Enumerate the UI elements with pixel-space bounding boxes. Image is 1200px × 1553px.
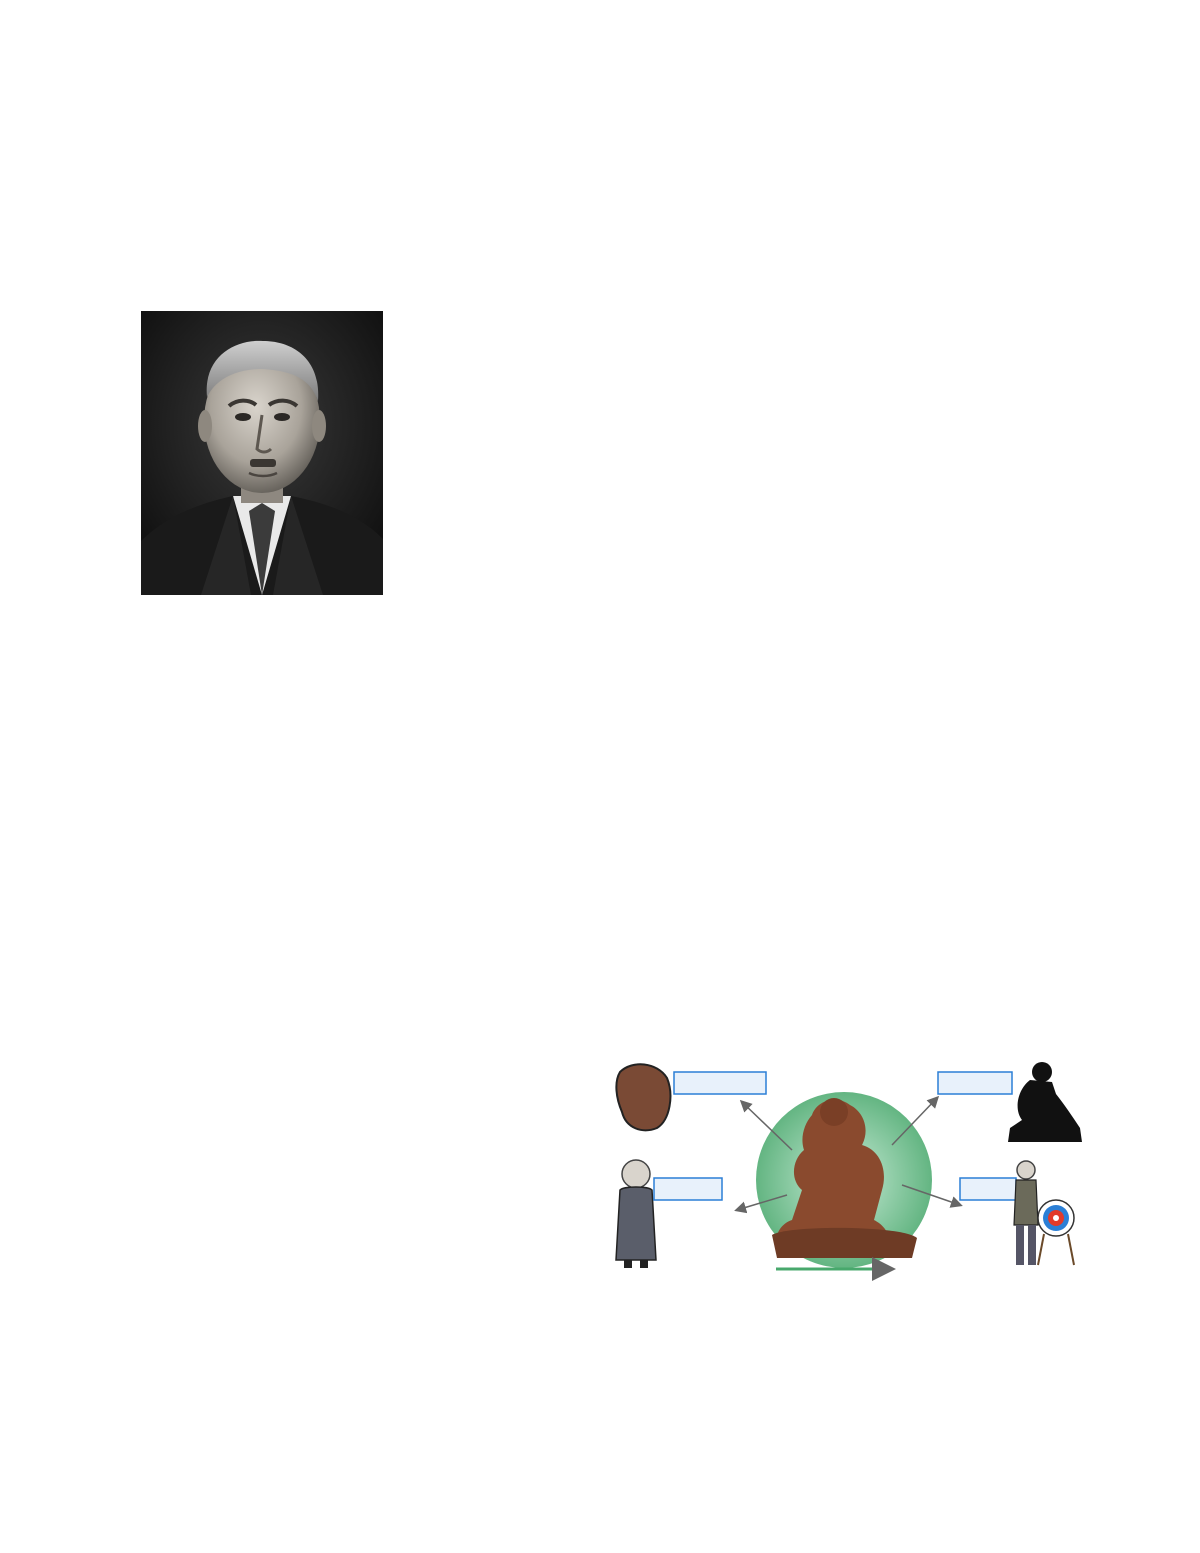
archer-figure (1014, 1161, 1038, 1265)
rock-image (616, 1064, 670, 1130)
aristotle-four-causes-diagram (612, 1020, 1086, 1282)
craftsperson-figure (616, 1160, 656, 1268)
target-icon (1038, 1200, 1074, 1265)
heidegger-portrait-image (141, 311, 383, 595)
thinker-silhouette (1008, 1062, 1082, 1142)
